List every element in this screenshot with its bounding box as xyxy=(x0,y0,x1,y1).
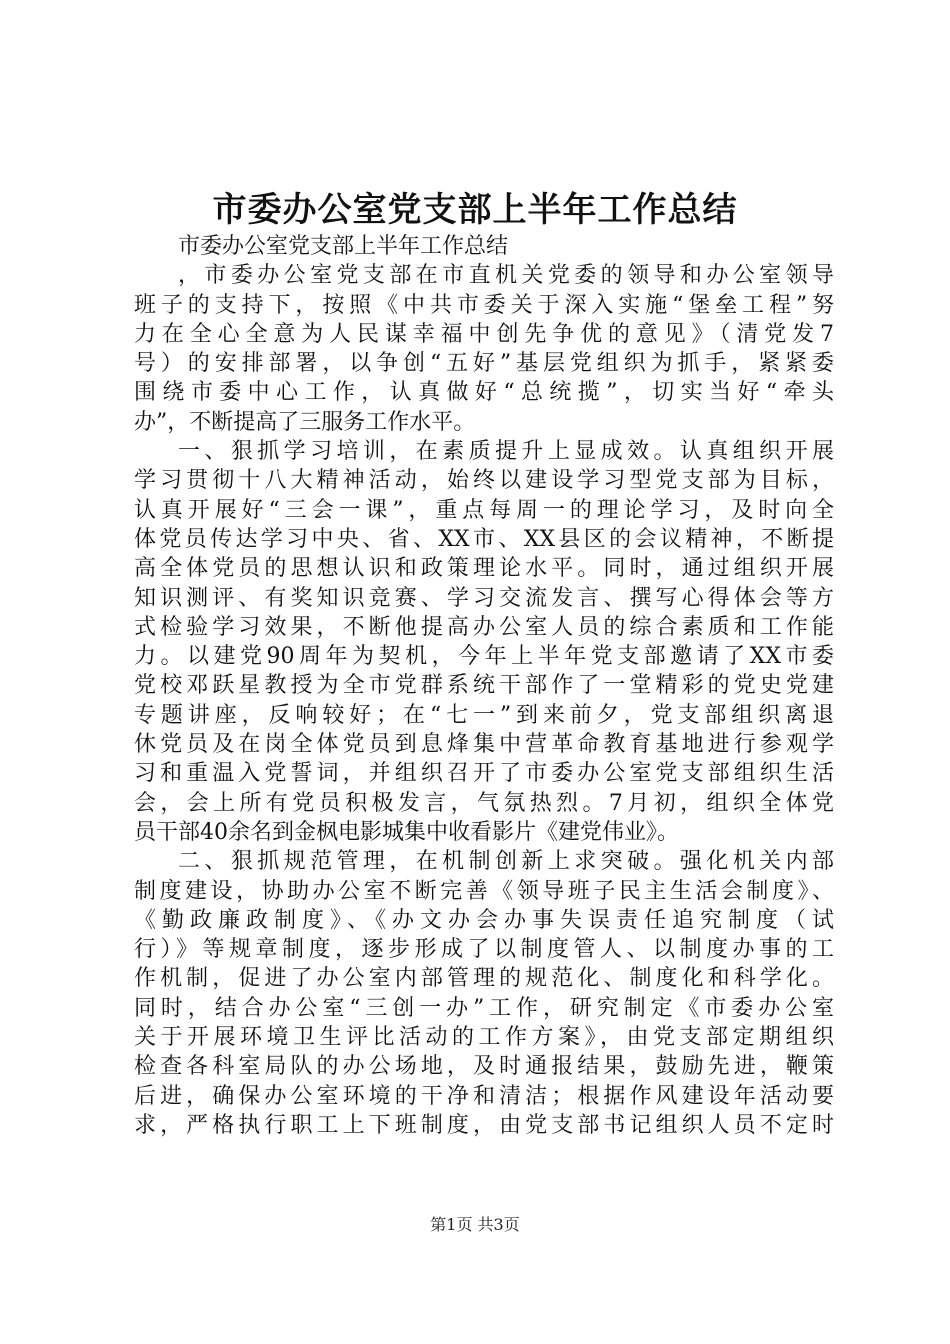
body-line: 同时，结合办公室“三创一办”工作，研究制定《市委办公室 xyxy=(134,995,834,1021)
body-line: 力在全心全意为人民谋幸福中创先争优的意见》（清党发7 xyxy=(134,321,834,347)
body-line: 检查各科室局队的办公场地，及时通报结果，鼓励先进，鞭策 xyxy=(134,1054,834,1080)
document-body xyxy=(134,232,834,1140)
body-line: 员干部40余名到金枫电影城集中收看影片《建党伟业》。 xyxy=(134,819,679,845)
body-line: 党校邓跃星教授为全市党群系统干部作了一堂精彩的党史党建 xyxy=(134,673,834,699)
body-line: 二、狠抓规范管理，在机制创新上求突破。强化机关内部 xyxy=(178,849,834,875)
body-line: 式检验学习效果，不断他提高办公室人员的综合素质和工作能 xyxy=(134,614,834,640)
body-line: 《勤政廉政制度》、《办文办会办事失误责任追究制度（试 xyxy=(134,907,834,933)
body-line: 后进，确保办公室环境的干净和清洁；根据作风建设年活动要 xyxy=(134,1083,834,1109)
body-line: 体党员传达学习中央、省、XX市、XX县区的会议精神，不断提 xyxy=(134,526,834,552)
body-line: 行）》等规章制度，逐步形成了以制度管人、以制度办事的工 xyxy=(134,937,834,963)
body-line: 求，严格执行职工上下班制度，由党支部书记组织人员不定时 xyxy=(134,1112,834,1138)
body-line: 关于开展环境卫生评比活动的工作方案》，由党支部定期组织 xyxy=(134,1025,834,1051)
body-line: 一、狠抓学习培训，在素质提升上显成效。认真组织开展 xyxy=(178,439,834,465)
body-line: 作机制，促进了办公室内部管理的规范化、制度化和科学化。 xyxy=(134,966,834,992)
body-line: 市委办公室党支部上半年工作总结 xyxy=(178,234,509,259)
body-line: 习和重温入党誓词，并组织召开了市委办公室党支部组织生活 xyxy=(134,761,834,787)
body-line: 制度建设，协助办公室不断完善《领导班子民主生活会制度》、 xyxy=(134,878,834,904)
body-line: 办”，不断提高了三服务工作水平。 xyxy=(134,409,476,435)
body-line: 认真开展好“三会一课”，重点每周一的理论学习，及时向全 xyxy=(134,497,834,523)
body-line: 知识测评、有奖知识竞赛、学习交流发言、撰写心得体会等方 xyxy=(134,585,834,611)
body-line: 力。以建党90周年为契机，今年上半年党支部邀请了XX市委 xyxy=(134,644,834,670)
body-line: 班子的支持下，按照《中共市委关于深入实施“堡垒工程”努 xyxy=(134,292,834,318)
body-line: 学习贯彻十八大精神活动，始终以建设学习型党支部为目标， xyxy=(134,468,834,494)
body-line: 专题讲座，反响较好；在“七一”到来前夕，党支部组织离退 xyxy=(134,702,834,728)
body-line: 高全体党员的思想认识和政策理论水平。同时，通过组织开展 xyxy=(134,556,834,582)
body-line: ，市委办公室党支部在市直机关党委的领导和办公室领导 xyxy=(178,263,834,289)
page-number-footer: 第1页 共3页 xyxy=(430,1215,520,1234)
document-title: 市委办公室党支部上半年工作总结 xyxy=(212,190,738,230)
body-line: 休党员及在岗全体党员到息烽集中营革命教育基地进行参观学 xyxy=(134,732,834,758)
body-line: 会，会上所有党员积极发言，气氛热烈。7月初，组织全体党 xyxy=(134,790,834,816)
body-line: 围绕市委中心工作，认真做好“总统揽”，切实当好“牵头 xyxy=(134,380,834,406)
body-line: 号）的安排部署，以争创“五好”基层党组织为抓手，紧紧委 xyxy=(134,351,834,377)
